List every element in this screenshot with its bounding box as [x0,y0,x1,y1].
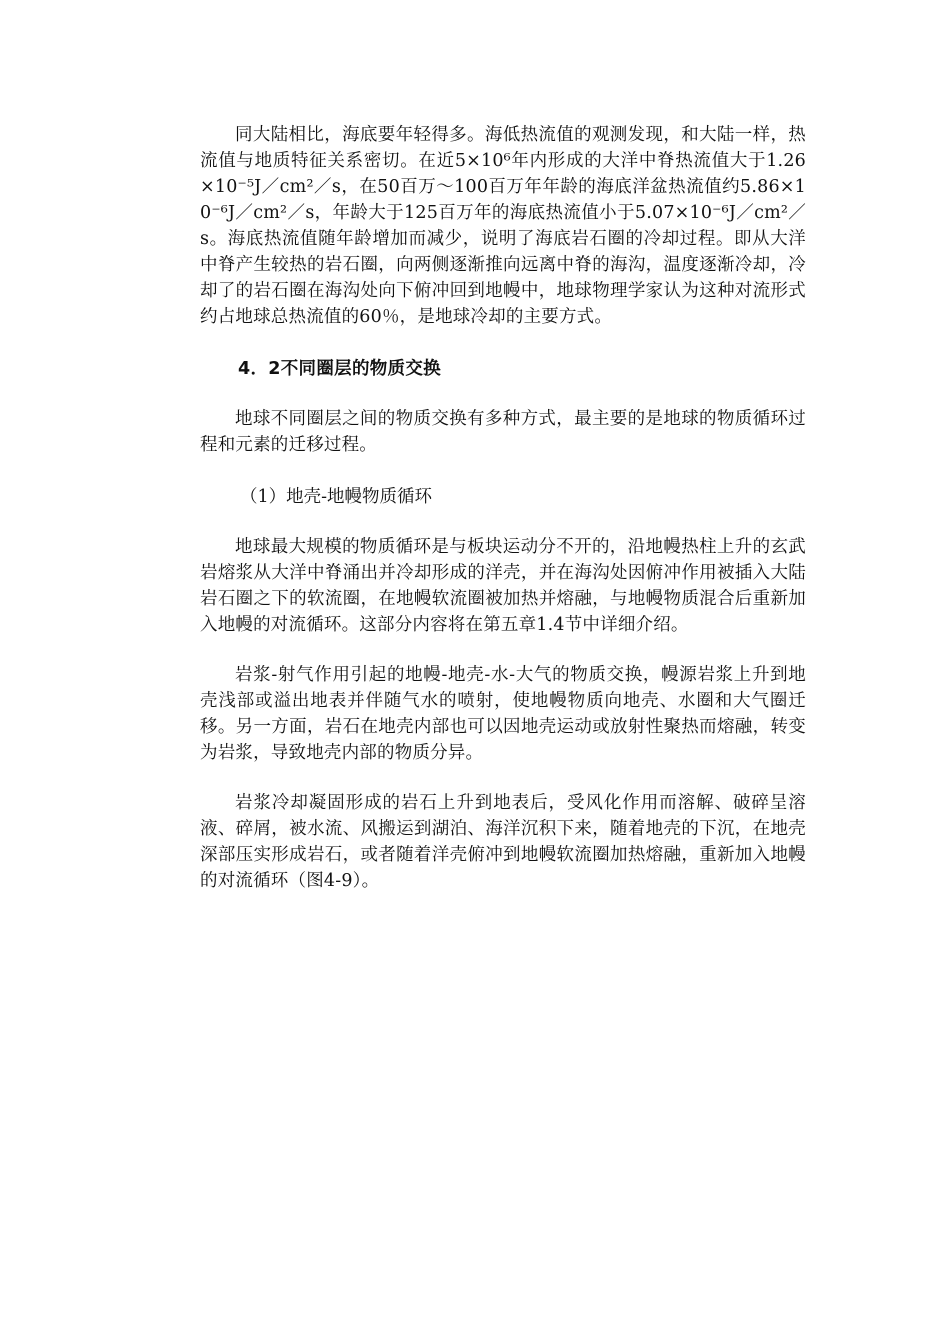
paragraph-seafloor-heat-flow: 同大陆相比，海底要年轻得多。海低热流值的观测发现，和大陆一样，热流值与地质特征关系密切。在近5×10⁶年内形成的大洋中脊热流值大于1.26×10⁻⁵J／cm²／s，在50百万～100百万年年龄的海底洋盆热流值约5.86×10⁻⁶J／cm²／s，年龄大于125百万年的海底热流值小于5.07×10⁻⁶J／cm²／s。海底热流值随年龄增加而减少，说明了海底岩石圈的冷却过程。即从大洋中脊产生较热的岩石圈，向两侧逐渐推向远离中脊的海沟，温度逐渐冷却，冷却了的岩石圈在海沟处向下俯冲回到地幔中，地球物理学家认为这种对流形式约占地球总热流值的60％，是地球冷却的主要方式。 [200,125,806,327]
paragraph-magma-exhalation: 岩浆-射气作用引起的地幔-地壳-水-大气的物质交换，幔源岩浆上升到地壳浅部或溢出地表并伴随气水的喷射，使地幔物质向地壳、水圈和大气圈迁移。另一方面，岩石在地壳内部也可以因地壳运动或放射性聚热而熔融，转变为岩浆，导致地壳内部的物质分异。 [200,665,806,763]
paragraph-plate-material-cycle: 地球最大规模的物质循环是与板块运动分不开的，沿地幔热柱上升的玄武岩熔浆从大洋中脊涌出并冷却形成的洋壳，并在海沟处因俯冲作用被插入大陆岩石圈之下的软流圈，在地幔软流圈被加热并熔融，与地幔物质混合后重新加入地幔的对流循环。这部分内容将在第五章1.4节中详细介绍。 [200,537,806,635]
subheading-crust-mantle-cycle: （1）地壳-地幔物质循环 [240,487,433,507]
paragraph-material-exchange-intro: 地球不同圈层之间的物质交换有多种方式，最主要的是地球的物质循环过程和元素的迁移过程。 [200,409,806,455]
document-page [200,122,806,894]
section-heading-4-2: 4．2不同圈层的物质交换 [238,359,441,379]
paragraph-rock-cycle: 岩浆冷却凝固形成的岩石上升到地表后，受风化作用而溶解、破碎呈溶液、碎屑，被水流、风搬运到湖泊、海洋沉积下来，随着地壳的下沉，在地壳深部压实形成岩石，或者随着洋壳俯冲到地幔软流圈加热熔融，重新加入地幔的对流循环（图4-9）。 [200,793,806,891]
